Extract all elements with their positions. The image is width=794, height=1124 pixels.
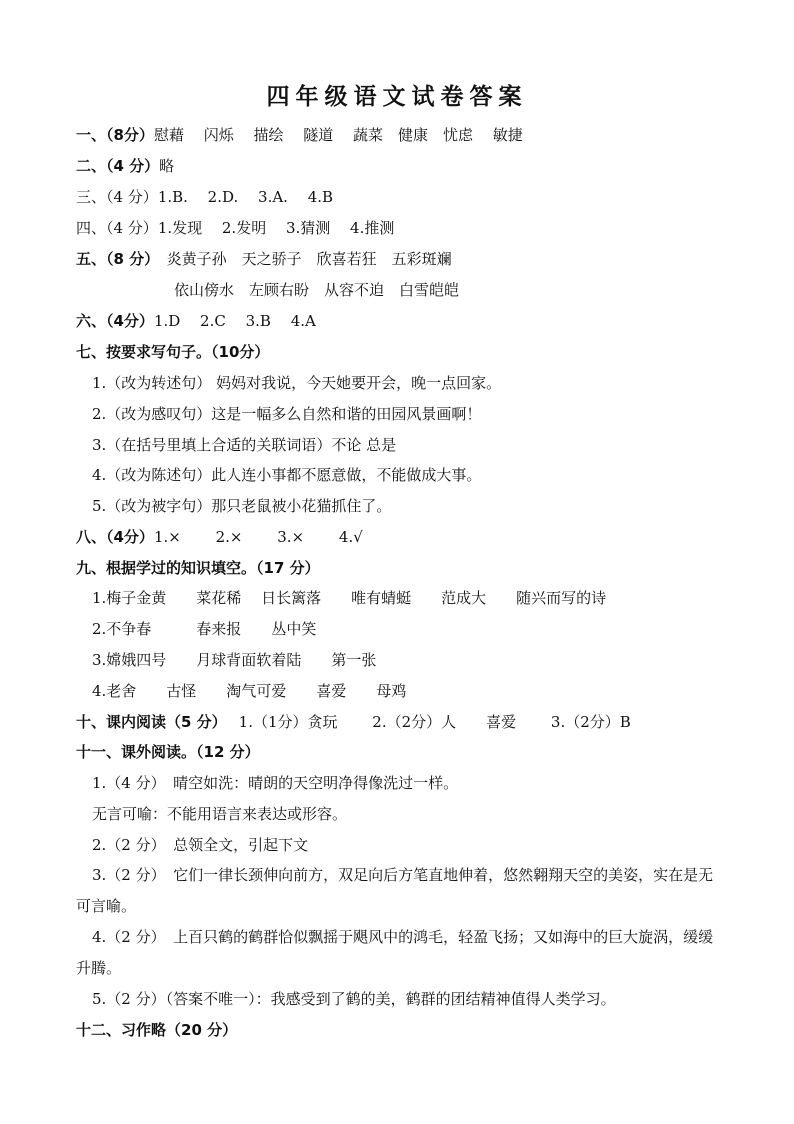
- section-12-heading: 十二、习作略（20 分）: [76, 1021, 238, 1039]
- section-2-answers: 略: [159, 157, 175, 175]
- section-5-line2: 依山傍水 左顾右盼 从容不迫 白雪皑皑: [174, 281, 460, 299]
- section-6-heading: 六、（4分）: [76, 312, 154, 330]
- section-3-heading: 三、（4 分）: [76, 188, 158, 206]
- section-5: [76, 248, 794, 270]
- section-9-item: 2.不争春 春来报 丛中笑: [92, 620, 317, 638]
- section-5-answers: 炎黄子孙 天之骄子 欣喜若狂 五彩斑斓: [151, 250, 452, 268]
- section-10-heading: 十、课内阅读（5 分）: [76, 713, 227, 731]
- section-11-item: 3.（2 分） 它们一律长颈伸向前方，双足向后方笔直地伸着，悠然翱翔天空的美姿，实在是无可言喻。: [76, 866, 714, 915]
- section-6: [76, 310, 794, 332]
- section-8: [76, 526, 794, 548]
- section-11-item: 5.（2 分）（答案不唯一）：我感受到了鹤的美，鹤群的团结精神值得人类学习。: [92, 990, 616, 1008]
- section-1-heading: 一、（8分）: [76, 126, 154, 144]
- section-11-item: 2.（2 分） 总领全文，引起下文: [92, 836, 309, 854]
- section-7-item: 1.（改为转述句） 妈妈对我说，今天她要开会，晚一点回家。: [92, 374, 502, 392]
- section-4-answers: 1.发现 2.发明 3.猜测 4.推测: [157, 219, 395, 237]
- section-9-item: 3.嫦娥四号 月球背面软着陆 第一张: [92, 651, 377, 669]
- section-7-heading: 七、按要求写句子。（10分）: [76, 343, 270, 361]
- section-11-item: 无言可喻：不能用语言来表达或形容。: [92, 805, 348, 823]
- section-3: [76, 186, 794, 208]
- section-9-heading: 九、根据学过的知识填空。（17 分）: [76, 559, 320, 577]
- section-3-answers: 1.B. 2.D. 3.A. 4.B: [157, 188, 334, 206]
- section-1: [76, 124, 794, 146]
- section-7-item: 4.（改为陈述句）此人连小事都不愿意做，不能做成大事。: [92, 466, 482, 484]
- section-8-answers: 1.× 2.× 3.× 4.√: [153, 528, 363, 546]
- section-4-heading: 四、（4 分）: [76, 219, 158, 237]
- section-9-item: 1.梅子金黄 菜花稀 日长篱落 唯有蜻蜓 范成大 随兴而写的诗: [92, 589, 607, 607]
- section-2: [76, 155, 794, 177]
- section-9-item: 4.老舍 古怪 淘气可爱 喜爱 母鸡: [92, 682, 407, 700]
- section-11-heading: 十一、课外阅读。（12 分）: [76, 743, 260, 761]
- section-11-item: 4.（2 分） 上百只鹤的鹤群恰似飘摇于飓风中的鸿毛，轻盈飞扬；又如海中的巨大旋涡，缓缓升腾。: [76, 928, 714, 977]
- page-title: 四年级语文试卷答案: [266, 84, 528, 110]
- section-7-item: 3.（在括号里填上合适的关联词语）不论 总是: [92, 436, 397, 454]
- section-7-item: 2.（改为感叹句）这是一幅多么自然和谐的田园风景画啊！: [92, 405, 482, 423]
- section-10: [76, 711, 794, 733]
- section-1-answers: 慰藉 闪烁 描绘 隧道 蔬菜 健康 忧虑 敏捷: [153, 126, 523, 144]
- section-4: [76, 217, 794, 239]
- section-11-item: 1.（4 分） 晴空如洗：晴朗的天空明净得像洗过一样。: [92, 774, 459, 792]
- section-10-answers: 1.（1分）贪玩 2.（2分）人 喜爱 3.（2分）B: [238, 713, 631, 731]
- section-2-heading: 二、（4 分）: [76, 157, 160, 175]
- section-8-heading: 八、（4分）: [76, 528, 154, 546]
- section-5-heading: 五、（8 分）: [76, 250, 152, 268]
- section-7-item: 5.（改为被字句）那只老鼠被小花猫抓住了。: [92, 497, 392, 515]
- section-6-answers: 1.D 2.C 3.B 4.A: [153, 312, 316, 330]
